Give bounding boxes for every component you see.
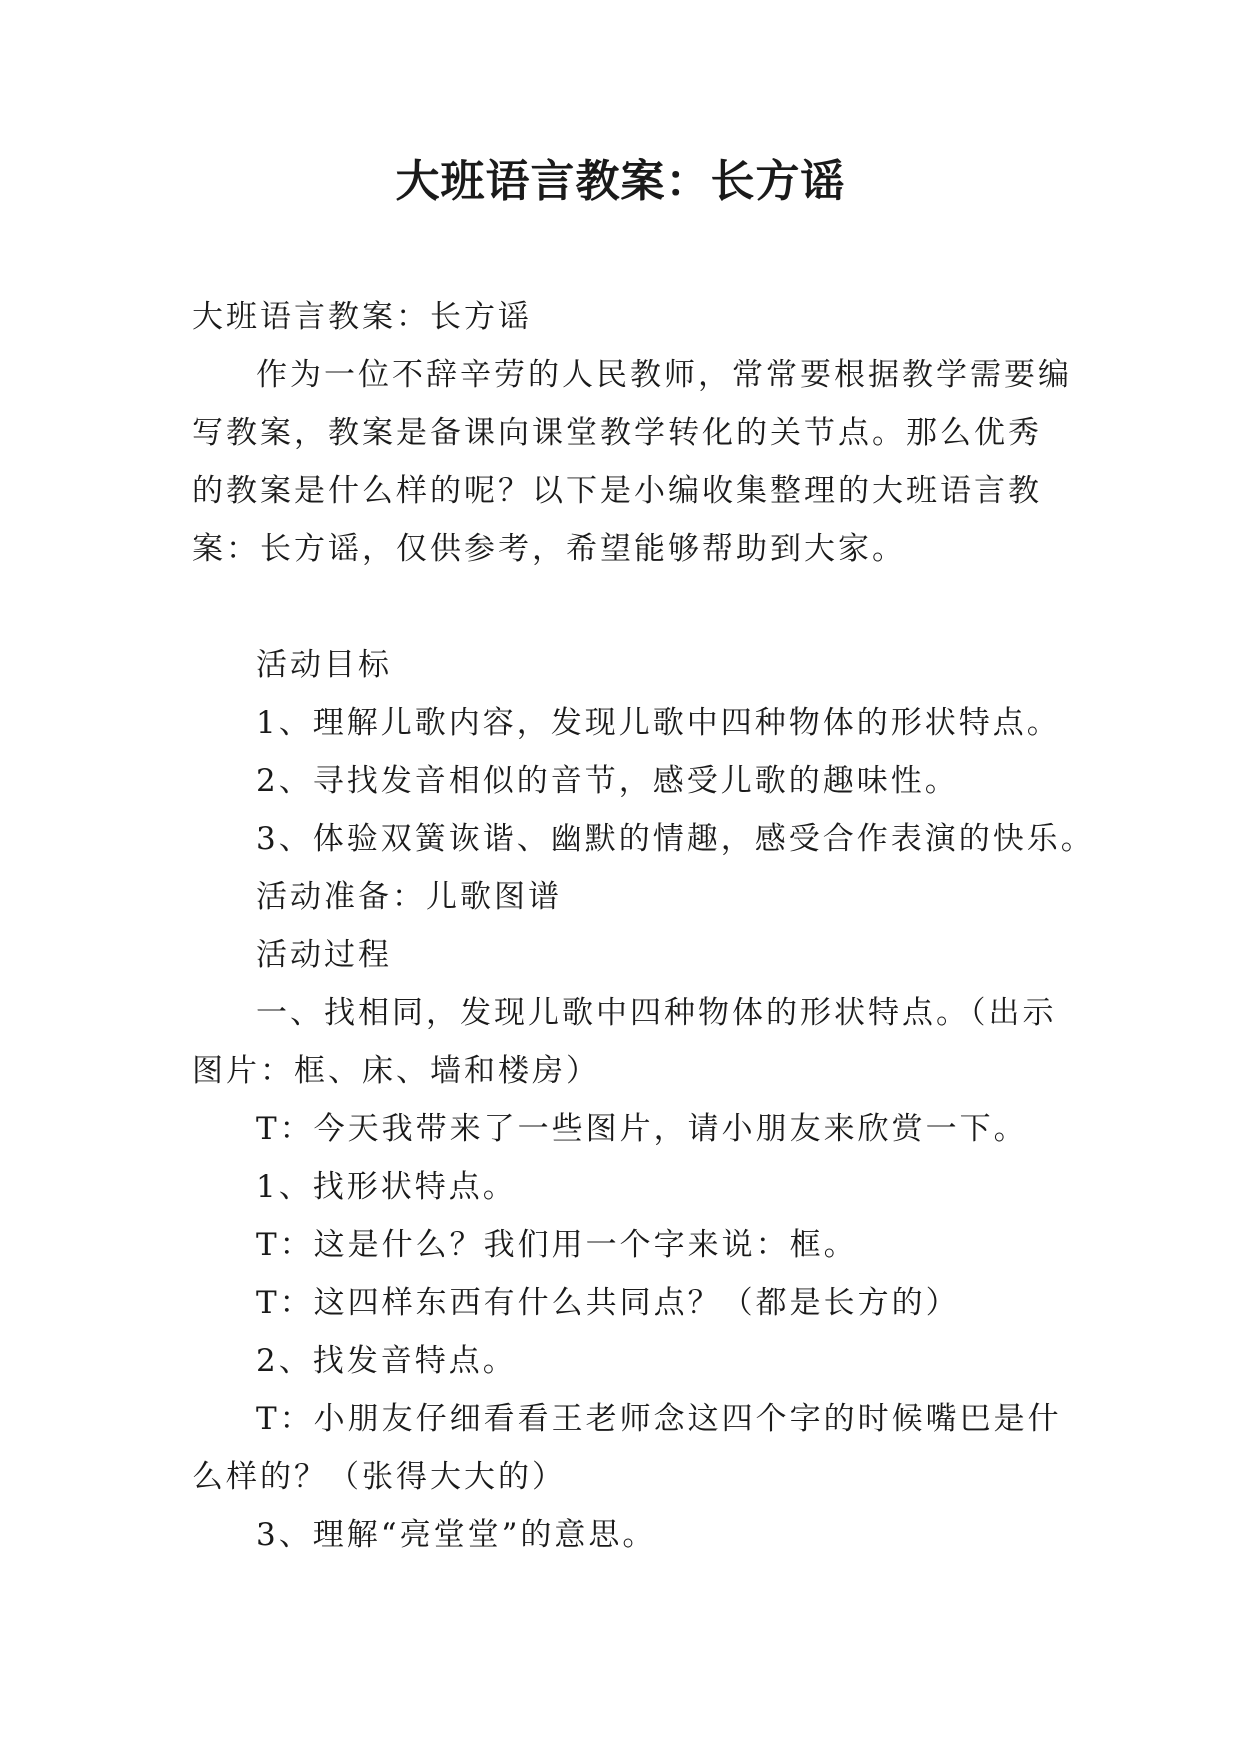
intro-paragraph: 作为一位不辞辛劳的人民教师，常常要根据教学需要编写教案，教案是备课向课堂教学转化的关节点。那么优秀的教案是什么样的呢？以下是小编收集整理的大班语言教案：长方谣，仅供参考，希望能够帮助到大家。 [192, 357, 1072, 567]
process-item: 2、找发音特点。 [256, 1343, 517, 1379]
process-item: 一、找相同，发现儿歌中四种物体的形状特点。（出示图片：框、床、墙和楼房） [192, 995, 1057, 1089]
process-item: T：这四样东西有什么共同点？（都是长方的） [256, 1285, 960, 1321]
process-item: T：这是什么？我们用一个字来说：框。 [256, 1227, 858, 1263]
preparation-line: 活动准备：儿歌图谱 [256, 879, 562, 915]
process-item: T：小朋友仔细看看王老师念这四个字的时候嘴巴是什么样的？（张得大大的） [192, 1401, 1062, 1495]
process-item: 3、理解“亮堂堂”的意思。 [256, 1517, 657, 1553]
process-heading: 活动过程 [256, 937, 392, 973]
document-body [192, 288, 1095, 1564]
paragraph-gap [192, 578, 1072, 636]
goal-item: 1、理解儿歌内容，发现儿歌中四种物体的形状特点。 [256, 705, 1061, 741]
process-item: 1、找形状特点。 [256, 1169, 517, 1205]
goals-heading: 活动目标 [256, 647, 392, 683]
goal-item: 3、体验双簧诙谐、幽默的情趣，感受合作表演的快乐。 [256, 821, 1095, 857]
goal-item: 2、寻找发音相似的音节，感受儿歌的趣味性。 [256, 763, 959, 799]
process-item: T：今天我带来了一些图片，请小朋友来欣赏一下。 [256, 1111, 1028, 1147]
document-title: 大班语言教案：长方谣 [395, 156, 846, 207]
subtitle: 大班语言教案：长方谣 [192, 299, 532, 335]
